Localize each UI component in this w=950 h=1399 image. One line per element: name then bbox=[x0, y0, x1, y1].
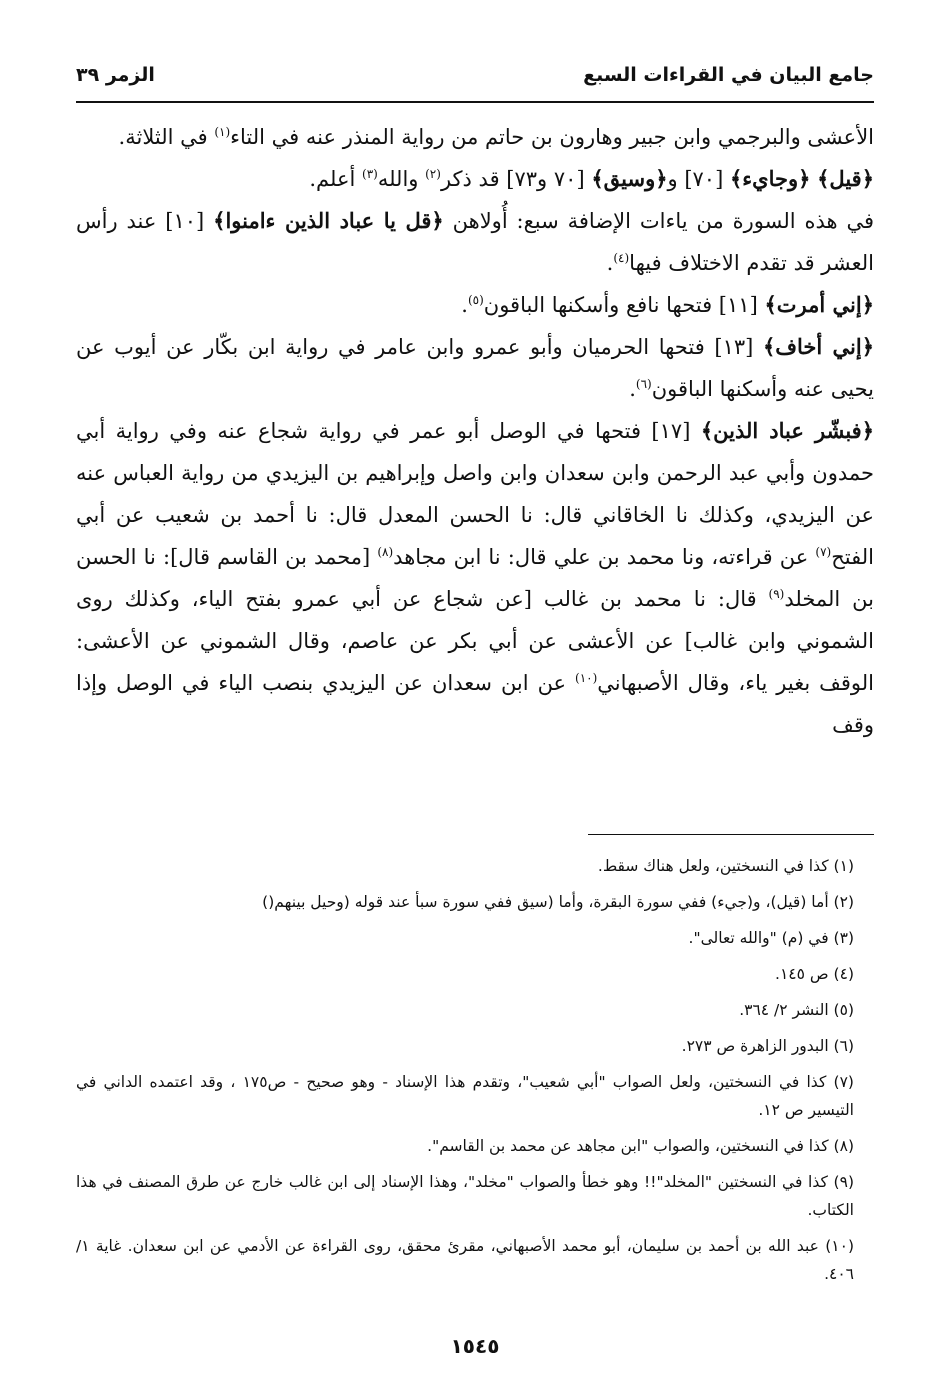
text-run: [١١] فتحها نافع وأسكنها الباقون bbox=[483, 293, 765, 317]
footnote-4: (٤) ص ١٤٥. bbox=[775, 965, 854, 983]
footnote-ref-2: (٢) bbox=[425, 167, 441, 181]
footnote-ref-6: (٦) bbox=[635, 377, 652, 391]
page-number: ١٥٤٥ bbox=[450, 1334, 500, 1358]
quran-phrase: ﴿إني أخاف﴾ bbox=[762, 334, 874, 359]
quran-phrase: ﴿قل يا عباد الذين ءامنوا﴾ bbox=[213, 208, 444, 233]
book-title: جامع البيان في القراءات السبع bbox=[583, 64, 874, 86]
footnote-7: (٧) كذا في النسختين، ولعل الصواب "أبي شعيب"، وتقدم هذا الإسناد - وهو صحيح - ص١٧٥ ، وقد اعتمده الداني في التيسير ص ١٢. bbox=[76, 1073, 854, 1119]
footnote-1: (١) كذا في النسختين، ولعل هناك سقط. bbox=[597, 857, 854, 875]
header-rule bbox=[76, 101, 874, 103]
main-text bbox=[76, 116, 874, 746]
text-run: عن ابن سعدان عن اليزيدي بنصب الياء في الوصل وإذا وقف bbox=[76, 671, 874, 737]
text-run: في هذه السورة من ياءات الإضافة سبع: أُولاهن bbox=[443, 209, 874, 233]
text-run: [١٠] عند رأس العشر قد تقدم الاختلاف فيها bbox=[76, 209, 874, 275]
quran-word-wajaa: ﴿وجايء﴾ bbox=[729, 166, 811, 191]
paragraph-2 bbox=[76, 158, 874, 200]
footnotes bbox=[76, 852, 854, 1296]
footnote-ref-10: (١٠) bbox=[575, 671, 598, 685]
quran-phrase: ﴿فبشّر عباد الذين﴾ bbox=[700, 418, 874, 443]
footnote-2: (٢) أما (قيل)، و(جيء) ففي سورة البقرة، وأما (سيق ففي سورة سبأ عند قوله (وحيل بينهم() bbox=[262, 893, 854, 911]
footnote-10: (١٠) عبد الله بن أحمد بن سليمان، أبو محمد الأصبهاني، مقرئ محقق، روى القراءة عن الأدمي عن ابن سعدان. غاية ١/ ٤٠٦. bbox=[76, 1237, 854, 1283]
text-run: قال: نا محمد بن غالب [عن شجاع عن أبي عمرو بفتح الياء، وكذلك روى الشموني وابن غالب] عن الأعشى عن أبي بكر عن عاصم، وقال الشموني عن الأعشى: الوقف بغير ياء، وقال الأصبهاني bbox=[76, 587, 874, 695]
footnote-5: (٥) النشر ٢/ ٣٦٤. bbox=[739, 1001, 854, 1019]
footnote-ref-4: (٤) bbox=[613, 251, 630, 265]
footnote-3: (٣) في (م) "والله تعالى". bbox=[688, 929, 854, 947]
text-run: [٧٠ و٧٣] قد ذكر bbox=[440, 167, 592, 191]
text-run: [محمد بن القاسم قال]: نا الحسن بن المخلد bbox=[76, 545, 874, 611]
footnote-6: (٦) البدور الزاهرة ص ٢٧٣. bbox=[681, 1037, 854, 1055]
quran-phrase: ﴿إني أمرت﴾ bbox=[764, 292, 874, 317]
text-run: أعلم. bbox=[309, 167, 363, 191]
quran-word-wasiq: ﴿وسيق﴾ bbox=[591, 166, 668, 191]
footnote-ref-8: (٨) bbox=[377, 545, 394, 559]
footnote-ref-9: (٩) bbox=[768, 587, 785, 601]
paragraph-5 bbox=[76, 326, 874, 410]
paragraph-4 bbox=[76, 284, 874, 326]
text-run: الأعشى والبرجمي وابن جبير وهارون بن حاتم من رواية المنذر عنه في التاء bbox=[230, 125, 874, 149]
footnote-ref-1: (١) bbox=[214, 125, 231, 139]
text-run: [٧٠] و bbox=[667, 167, 730, 191]
quran-word-qil: ﴿قيل﴾ bbox=[817, 166, 874, 191]
paragraph-6 bbox=[76, 410, 874, 746]
paragraph-3 bbox=[76, 200, 874, 284]
footnote-ref-5: (٥) bbox=[467, 293, 484, 307]
footnote-8: (٨) كذا في النسختين، والصواب "ابن مجاهد عن محمد بن القاسم". bbox=[427, 1137, 854, 1155]
text-run: عن قراءته، ونا محمد بن علي قال: نا ابن مجاهد bbox=[393, 545, 816, 569]
text-run: [١٧] فتحها في الوصل أبو عمر في رواية شجاع عنه وفي رواية أبي حمدون وأبي عبد الرحمن وابن سعدان وابن واصل وإبراهيم بن اليزيدي من رواية العباس عنه عن اليزيدي، وكذلك نا الخاقاني قال: نا الحسن المعدل قال: نا أحمد بن شعيب عن أبي الفتح bbox=[76, 419, 874, 569]
text-run: [١٣] فتحها الحرميان وأبو عمرو وابن عامر في رواية ابن بكّار عن أيوب عن يحيى عنه وأسكنها الباقون bbox=[76, 335, 874, 401]
footnote-rule bbox=[588, 834, 874, 835]
footnote-9: (٩) كذا في النسختين "المخلد"!! وهو خطأ والصواب "مخلد"، وهذا الإسناد إلى ابن غالب خارج عن طرق المصنف في هذا الكتاب. bbox=[76, 1173, 854, 1219]
text-run: في الثلاثة. bbox=[118, 125, 215, 149]
footnote-ref-3: (٣) bbox=[362, 167, 378, 181]
paragraph-1 bbox=[76, 116, 874, 158]
surah-label: الزمر ٣٩ bbox=[76, 64, 155, 86]
text-run: . bbox=[629, 377, 636, 401]
text-run: والله bbox=[377, 167, 426, 191]
text-run: . bbox=[606, 251, 614, 275]
footnote-ref-7: (٧) bbox=[815, 545, 832, 559]
text-run: . bbox=[461, 293, 468, 317]
running-header bbox=[76, 64, 874, 92]
